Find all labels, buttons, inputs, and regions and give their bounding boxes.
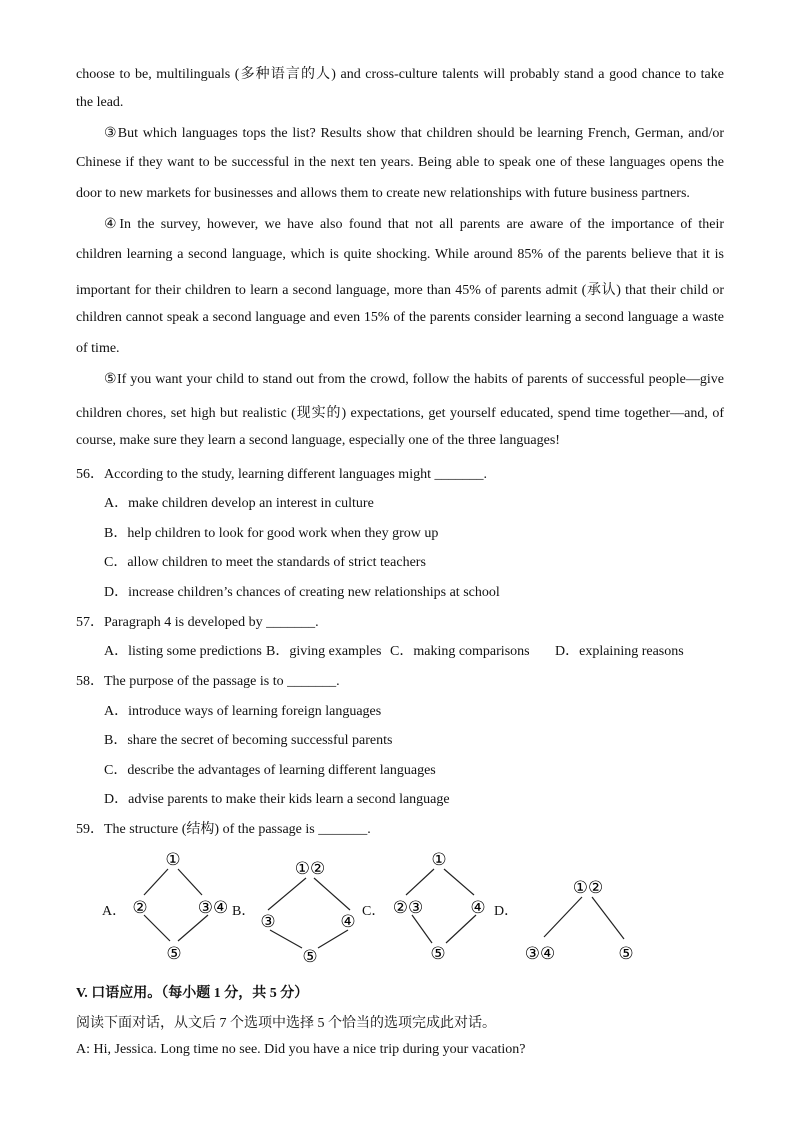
question-57-option-b[interactable]: B．giving examples xyxy=(266,644,382,659)
question-57-option-a[interactable]: A．listing some predictions xyxy=(104,644,262,659)
node-left: ③ xyxy=(260,912,276,932)
passage-line: important for their children to learn a second language, more than 45% of parents admit (承认) that their child or xyxy=(76,283,724,298)
question-57-options xyxy=(104,640,684,660)
passage-line: choose to be, multilinguals (多种语言的人) and cross-culture talents will probably stand a good chance to take xyxy=(76,67,724,82)
question-56-option-c[interactable]: C．allow children to meet the standards of strict teachers xyxy=(104,555,426,570)
passage-line: children learning a second language, which is quite shocking. While around 85% of the parents believe that it is xyxy=(76,247,724,262)
passage-line: of time. xyxy=(76,341,120,356)
passage-line: the lead. xyxy=(76,95,124,110)
question-59-option-c[interactable]: C． xyxy=(362,904,386,919)
node-bottom: ⑤ xyxy=(430,944,446,964)
passage-line: children cannot speak a second language and even 15% of the parents consider learning a second language a waste xyxy=(76,310,724,325)
structure-diagram-b xyxy=(252,852,372,967)
question-58-option-b[interactable]: B．share the secret of becoming successful parents xyxy=(104,733,393,748)
section-heading: V. 口语应用。（每小题 1 分，共 5 分） xyxy=(76,986,309,1001)
node-left: ② xyxy=(132,898,148,918)
node-top: ①② xyxy=(572,878,604,898)
passage-line: ⑤If you want your child to stand out from the crowd, follow the habits of parents of successful people—give xyxy=(104,372,724,387)
question-57-option-c[interactable]: C．making comparisons xyxy=(390,644,530,659)
node-top: ① xyxy=(431,850,447,870)
structure-diagram-d xyxy=(516,875,646,967)
dialogue-line: A: Hi, Jessica. Long time no see. Did you have a nice trip during your vacation? xyxy=(76,1042,526,1057)
node-left: ③④ xyxy=(524,944,556,964)
passage-line: ④In the survey, however, we have also found that not all parents are aware of the importance of their xyxy=(104,217,724,232)
question-59-stem: 59．The structure (结构) of the passage is _______. xyxy=(76,822,371,837)
question-57-stem: 57．Paragraph 4 is developed by _______. xyxy=(76,615,319,630)
node-right: ④ xyxy=(340,912,356,932)
node-top: ① xyxy=(165,850,181,870)
passage-line: Chinese if they want to be successful in the next ten years. Being able to speak one of these languages opens the xyxy=(76,155,724,170)
node-right: ③④ xyxy=(197,898,229,918)
structure-diagram-c xyxy=(384,845,504,965)
question-58-option-c[interactable]: C．describe the advantages of learning different languages xyxy=(104,763,436,778)
passage-line: ③But which languages tops the list? Results show that children should be learning French, German, and/or xyxy=(104,126,724,141)
question-57-option-d[interactable]: D．explaining reasons xyxy=(555,644,684,659)
node-left: ②③ xyxy=(392,898,424,918)
node-right: ⑤ xyxy=(618,944,634,964)
question-59-option-a[interactable]: A． xyxy=(102,904,127,919)
node-bottom: ⑤ xyxy=(166,944,182,964)
question-59-option-b[interactable]: B． xyxy=(232,904,256,919)
passage-line: course, make sure they learn a second language, especially one of the three languages! xyxy=(76,433,560,448)
question-58-stem: 58．The purpose of the passage is to _______. xyxy=(76,674,340,689)
node-top: ①② xyxy=(294,859,326,879)
node-right: ④ xyxy=(470,898,486,918)
question-59-option-d[interactable]: D． xyxy=(494,904,519,919)
question-56-option-a[interactable]: A．make children develop an interest in culture xyxy=(104,496,374,511)
structure-diagram-a xyxy=(120,845,240,965)
passage-line: door to new markets for businesses and allows them to create new relationships with future business partners. xyxy=(76,186,690,201)
question-56-stem: 56．According to the study, learning different languages might _______. xyxy=(76,467,487,482)
node-bottom: ⑤ xyxy=(302,947,318,967)
question-56-option-d[interactable]: D．increase children’s chances of creating new relationships at school xyxy=(104,585,500,600)
section-instruction: 阅读下面对话，从文后 7 个选项中选择 5 个恰当的选项完成此对话。 xyxy=(76,1016,496,1031)
question-56-option-b[interactable]: B．help children to look for good work when they grow up xyxy=(104,526,439,541)
question-58-option-d[interactable]: D．advise parents to make their kids learn a second language xyxy=(104,792,450,807)
passage-line: children chores, set high but realistic (现实的) expectations, get yourself educated, spend time together—and, of xyxy=(76,406,724,421)
question-58-option-a[interactable]: A．introduce ways of learning foreign languages xyxy=(104,704,382,719)
